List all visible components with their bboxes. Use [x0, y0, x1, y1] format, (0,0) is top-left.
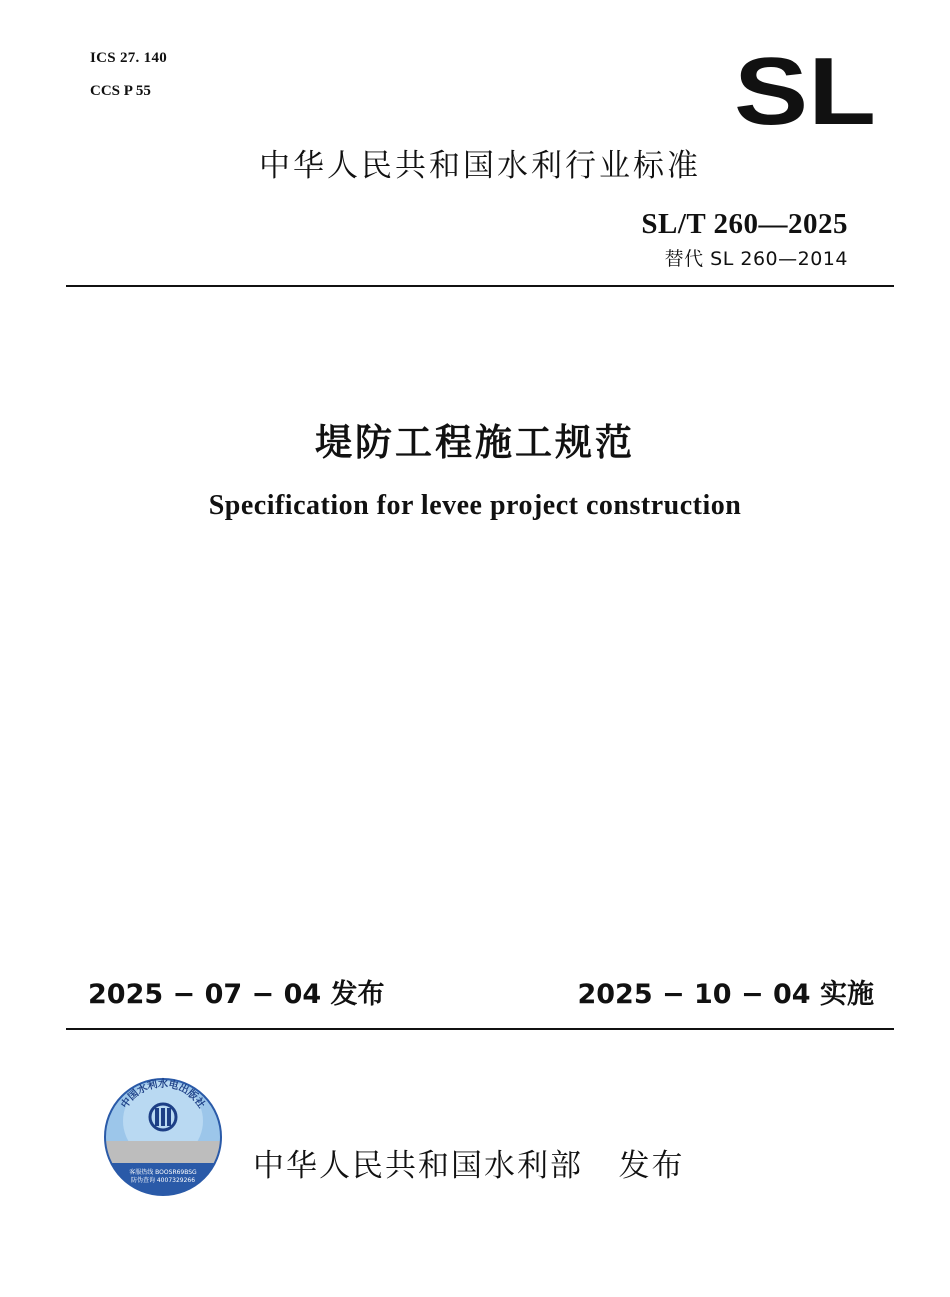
english-title: Specification for levee project construction	[208, 490, 742, 521]
ics-code: ICS 27. 140	[90, 50, 168, 66]
ccs-code: CCS P 55	[90, 83, 151, 99]
issue-date: 2025 − 07 − 04 发布	[88, 979, 385, 1010]
seal-line-2: 防伪查询 4007329266	[130, 1177, 196, 1184]
sl-logo	[732, 52, 878, 130]
seal-line-1: 客服热线 BOOSR69BSG	[129, 1169, 197, 1176]
publisher: 中华人民共和国水利部 发布	[253, 1148, 685, 1184]
anti-counterfeit-seal	[103, 1077, 223, 1197]
seal-arc-text: 中国水利水电出版社	[119, 1079, 207, 1111]
implementation-date: 2025 − 10 − 04 实施	[577, 979, 874, 1010]
bottom-divider	[66, 1028, 894, 1030]
standard-category: 中华人民共和国水利行业标准	[259, 148, 701, 184]
sl-logo-text: SL	[734, 52, 876, 130]
standard-code: SL/T 260—2025	[641, 208, 848, 240]
chinese-title: 堤防工程施工规范	[315, 421, 635, 464]
top-divider	[66, 285, 894, 287]
replaces-standard: 替代 SL 260—2014	[664, 248, 848, 270]
